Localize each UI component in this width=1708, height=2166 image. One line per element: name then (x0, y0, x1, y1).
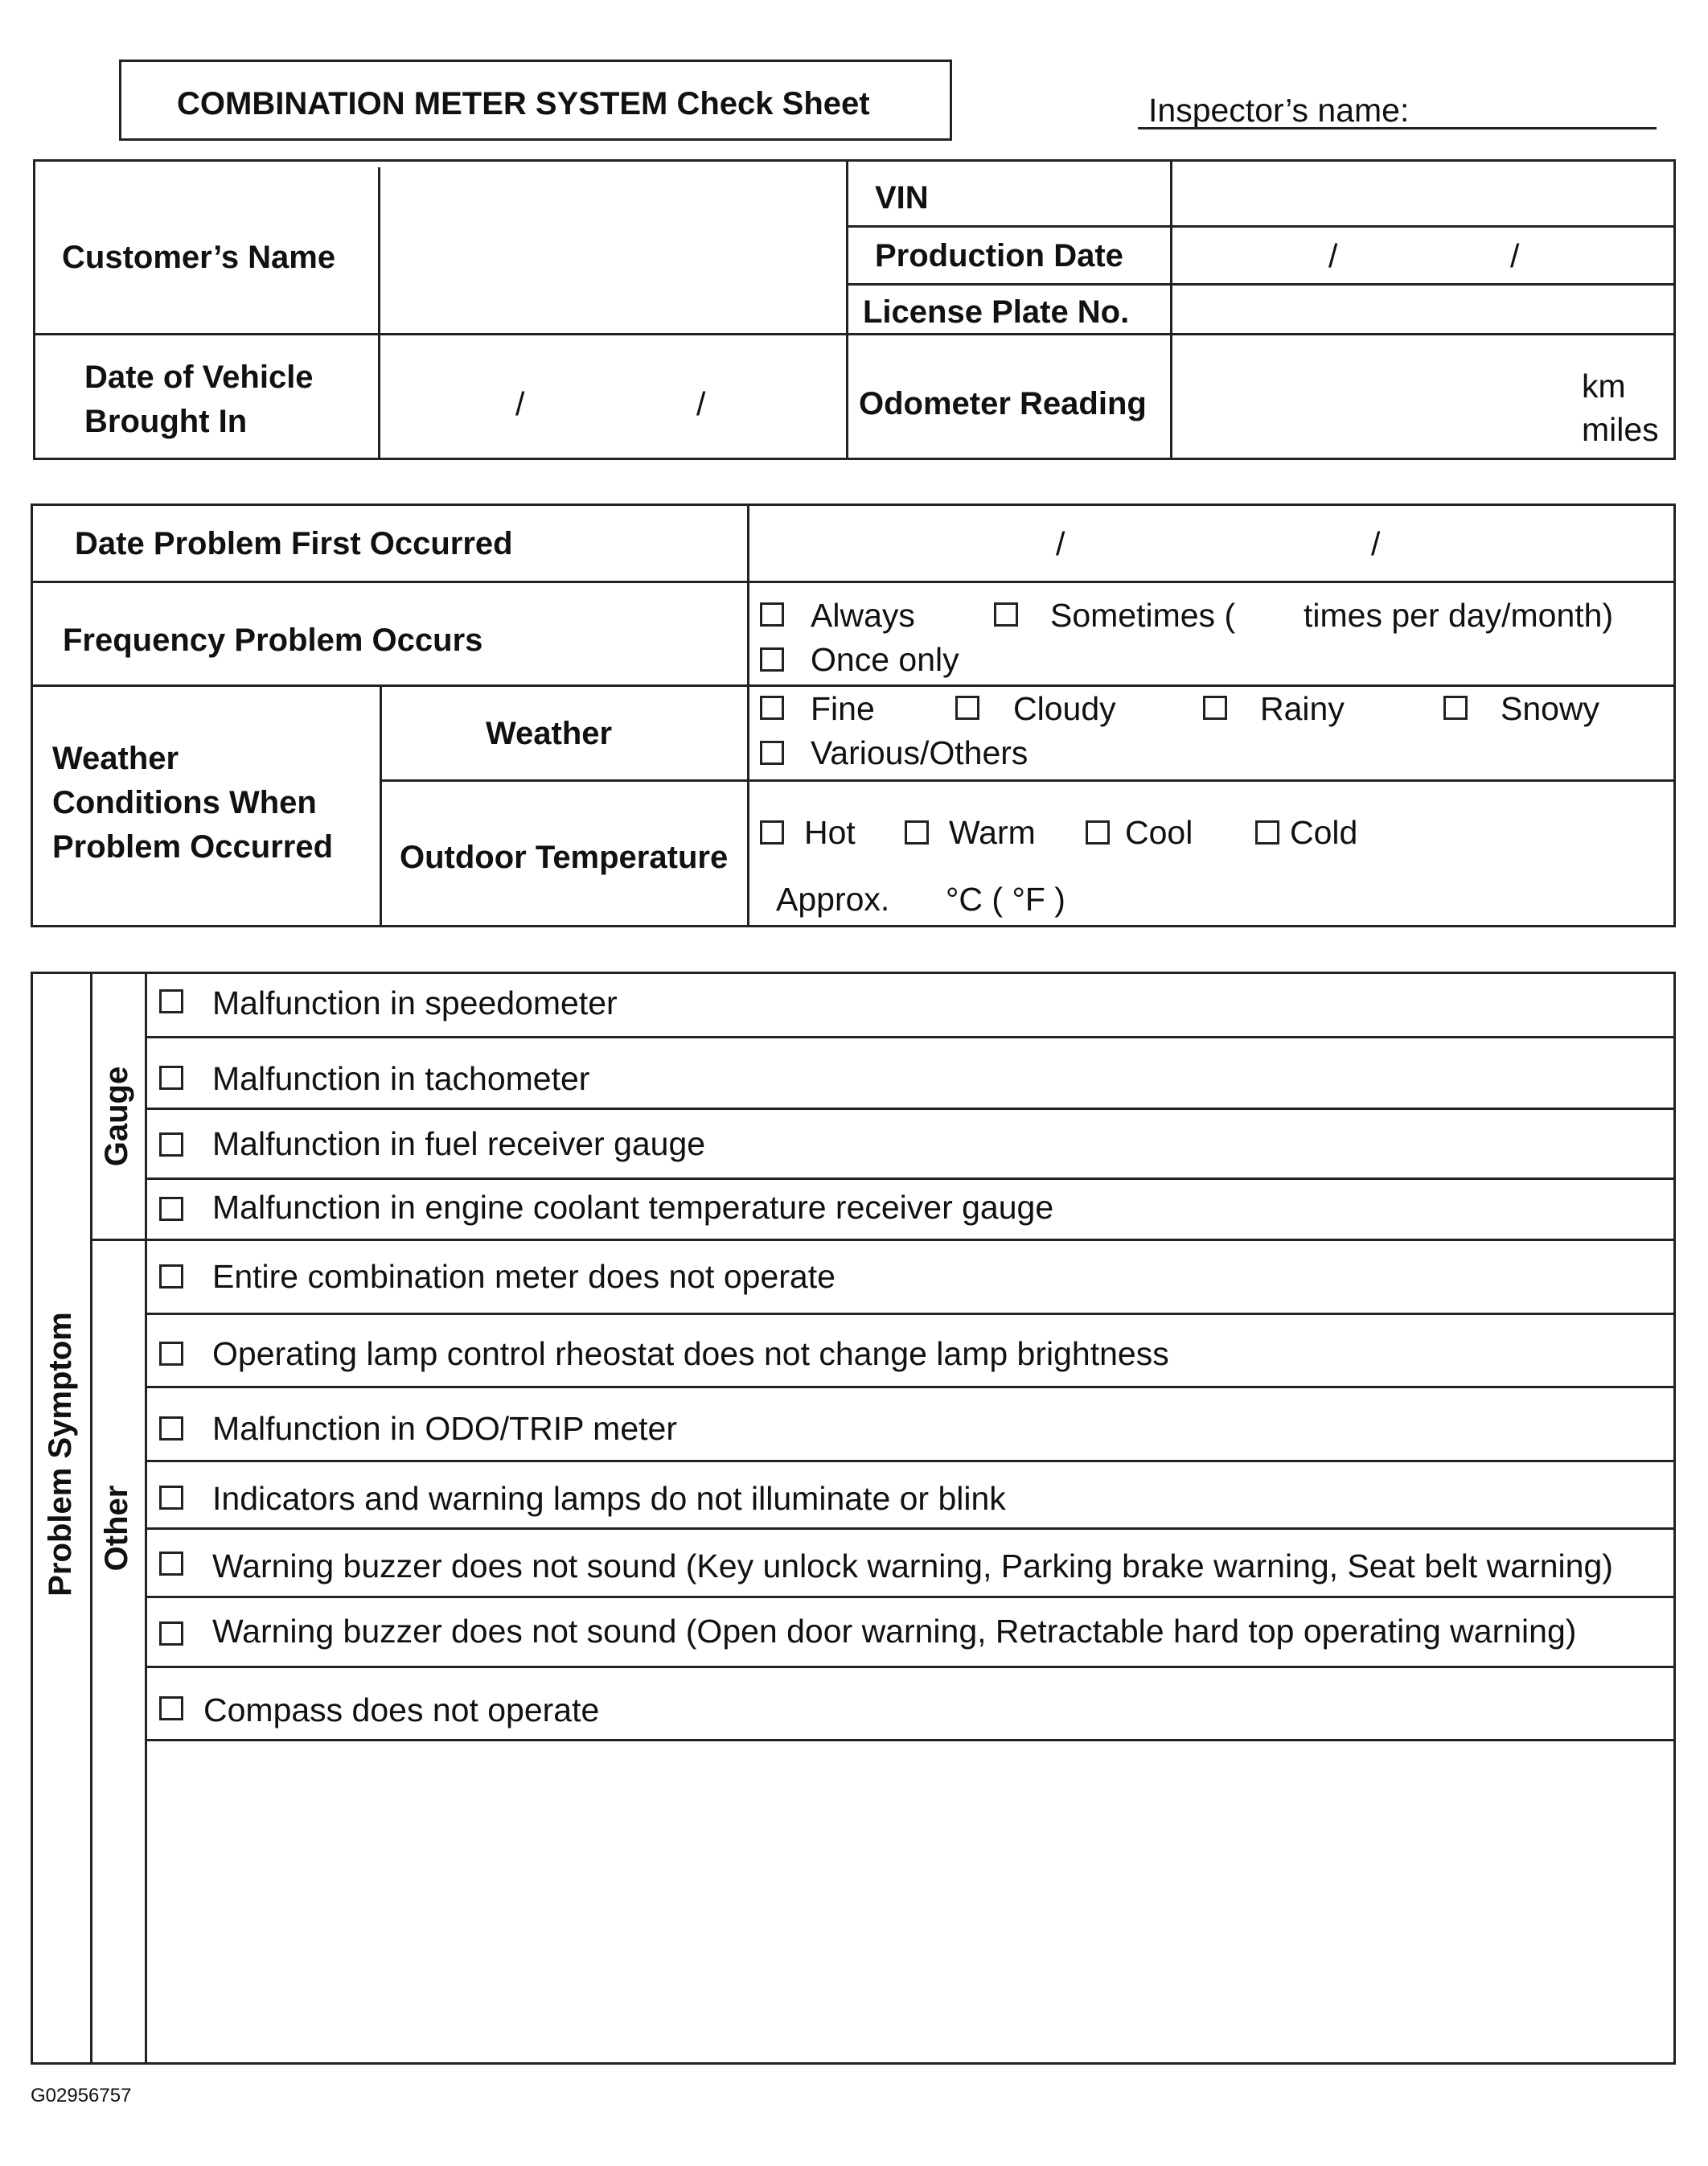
symptom-label: Malfunction in fuel receiver gauge (212, 1125, 706, 1162)
symptom-checkbox[interactable] (159, 1621, 183, 1646)
date-brought-in-label: Date of Vehicle (84, 360, 314, 395)
figure-id: G02956757 (31, 2085, 132, 2106)
fine-checkbox[interactable] (760, 696, 784, 720)
divider (146, 1527, 1676, 1530)
license-plate-field[interactable] (1175, 288, 1671, 330)
problem-symptom-label: Problem Symptom (43, 1312, 78, 1597)
various-checkbox[interactable] (760, 741, 784, 765)
customer-name-field[interactable] (383, 171, 841, 328)
weather-label: Weather (486, 716, 613, 751)
symptom-checkbox[interactable] (159, 1486, 183, 1510)
symptom-label: Malfunction in engine coolant temperature receiver gauge (212, 1189, 1054, 1226)
symptom-checkbox[interactable] (159, 1264, 183, 1289)
license-plate-label: License Plate No. (863, 294, 1130, 330)
page-title: COMBINATION METER SYSTEM Check Sheet (177, 86, 870, 121)
cold-checkbox[interactable] (1255, 820, 1279, 845)
production-date-label: Production Date (875, 238, 1123, 273)
divider (146, 1666, 1676, 1668)
symptom-label: Malfunction in tachometer (212, 1060, 590, 1097)
km-unit: km (1582, 368, 1626, 405)
symptom-label: Entire combination meter does not operate (212, 1258, 836, 1295)
cold-label: Cold (1290, 814, 1358, 851)
weather-conditions-label: Weather (52, 741, 179, 776)
other-label: Other (99, 1485, 134, 1572)
symptom-label: Warning buzzer does not sound (Open door warning, Retractable hard top operating warning) (212, 1613, 1577, 1650)
date-brought-in-slash: / (696, 385, 706, 422)
divider (146, 1313, 1676, 1315)
various-label: Various/Others (811, 734, 1028, 771)
symptom-label: Malfunction in ODO/TRIP meter (212, 1410, 677, 1447)
hot-label: Hot (804, 814, 856, 851)
cloudy-checkbox[interactable] (955, 696, 979, 720)
divider (146, 1108, 1676, 1110)
divider (846, 283, 1676, 286)
symptom-label: Warning buzzer does not sound (Key unlock warning, Parking brake warning, Seat belt warning) (212, 1547, 1613, 1584)
symptom-label: Malfunction in speedometer (212, 984, 618, 1021)
symptom-checkbox[interactable] (159, 1066, 183, 1090)
symptom-label: Indicators and warning lamps do not illuminate or blink (212, 1480, 1006, 1517)
date-first-label: Date Problem First Occurred (75, 526, 513, 561)
date-first-slash: / (1056, 525, 1065, 562)
divider (33, 333, 1676, 335)
inspector-label: Inspector’s name: (1148, 92, 1410, 129)
symptom-label: Operating lamp control rheostat does not change lamp brightness (212, 1335, 1169, 1372)
sometimes-checkbox[interactable] (994, 602, 1018, 627)
miles-unit: miles (1582, 411, 1659, 448)
cool-label: Cool (1125, 814, 1193, 851)
warm-checkbox[interactable] (905, 820, 929, 845)
divider (146, 1386, 1676, 1388)
gauge-label: Gauge (99, 1066, 134, 1167)
symptom-checkbox[interactable] (159, 1696, 183, 1720)
customer-name-label: Customer’s Name (62, 240, 336, 275)
rainy-checkbox[interactable] (1203, 696, 1227, 720)
date-brought-in-slash: / (515, 385, 525, 422)
odometer-label: Odometer Reading (859, 386, 1147, 421)
date-brought-in-field[interactable] (383, 338, 841, 455)
always-checkbox[interactable] (760, 602, 784, 627)
symptom-checkbox[interactable] (159, 1342, 183, 1366)
divider (146, 1596, 1676, 1598)
weather-conditions-label: Problem Occurred (52, 829, 334, 865)
divider (378, 167, 380, 460)
other-symptom-notes-area[interactable] (150, 1744, 1671, 2060)
divider (380, 684, 382, 927)
divider (380, 779, 1676, 782)
divider (846, 225, 1676, 228)
approx-label: Approx. (776, 881, 890, 918)
symptom-checkbox[interactable] (159, 1197, 183, 1221)
production-date-field[interactable] (1175, 230, 1671, 280)
fine-label: Fine (811, 690, 875, 727)
symptom-checkbox[interactable] (159, 989, 183, 1013)
symptom-checkbox[interactable] (159, 1132, 183, 1157)
snowy-checkbox[interactable] (1443, 696, 1468, 720)
divider (146, 1178, 1676, 1180)
times-per-label: times per day/month) (1304, 597, 1614, 634)
date-first-field[interactable] (752, 508, 1671, 577)
divider (146, 1036, 1676, 1038)
divider (90, 972, 92, 2065)
symptom-checkbox[interactable] (159, 1416, 183, 1441)
inspector-name-line[interactable] (1138, 127, 1657, 129)
outdoor-temp-label: Outdoor Temperature (400, 840, 729, 875)
symptom-label: Compass does not operate (203, 1691, 600, 1728)
divider (1170, 159, 1172, 460)
odometer-field[interactable] (1175, 338, 1569, 455)
divider (31, 581, 1676, 583)
weather-conditions-label: Conditions When (52, 785, 317, 820)
divider (747, 503, 749, 927)
divider (146, 1739, 1676, 1741)
divider (145, 972, 147, 2065)
warm-label: Warm (949, 814, 1036, 851)
once-only-label: Once only (811, 641, 959, 678)
divider (31, 684, 1676, 687)
production-date-slash: / (1328, 237, 1338, 274)
production-date-slash: / (1510, 237, 1520, 274)
snowy-label: Snowy (1501, 690, 1600, 727)
once-only-checkbox[interactable] (760, 647, 784, 672)
sometimes-label: Sometimes ( (1050, 597, 1236, 634)
rainy-label: Rainy (1260, 690, 1345, 727)
symptom-checkbox[interactable] (159, 1552, 183, 1576)
hot-checkbox[interactable] (760, 820, 784, 845)
date-first-slash: / (1371, 525, 1381, 562)
divider (146, 1460, 1676, 1462)
always-label: Always (811, 597, 915, 634)
vin-label: VIN (875, 180, 929, 216)
divider (90, 1239, 1676, 1241)
frequency-label: Frequency Problem Occurs (63, 623, 483, 658)
divider (846, 159, 848, 460)
vin-field[interactable] (1175, 164, 1671, 222)
temperature-units: °C ( °F ) (946, 881, 1065, 918)
date-brought-in-label: Brought In (84, 404, 248, 439)
cool-checkbox[interactable] (1086, 820, 1110, 845)
cloudy-label: Cloudy (1013, 690, 1116, 727)
